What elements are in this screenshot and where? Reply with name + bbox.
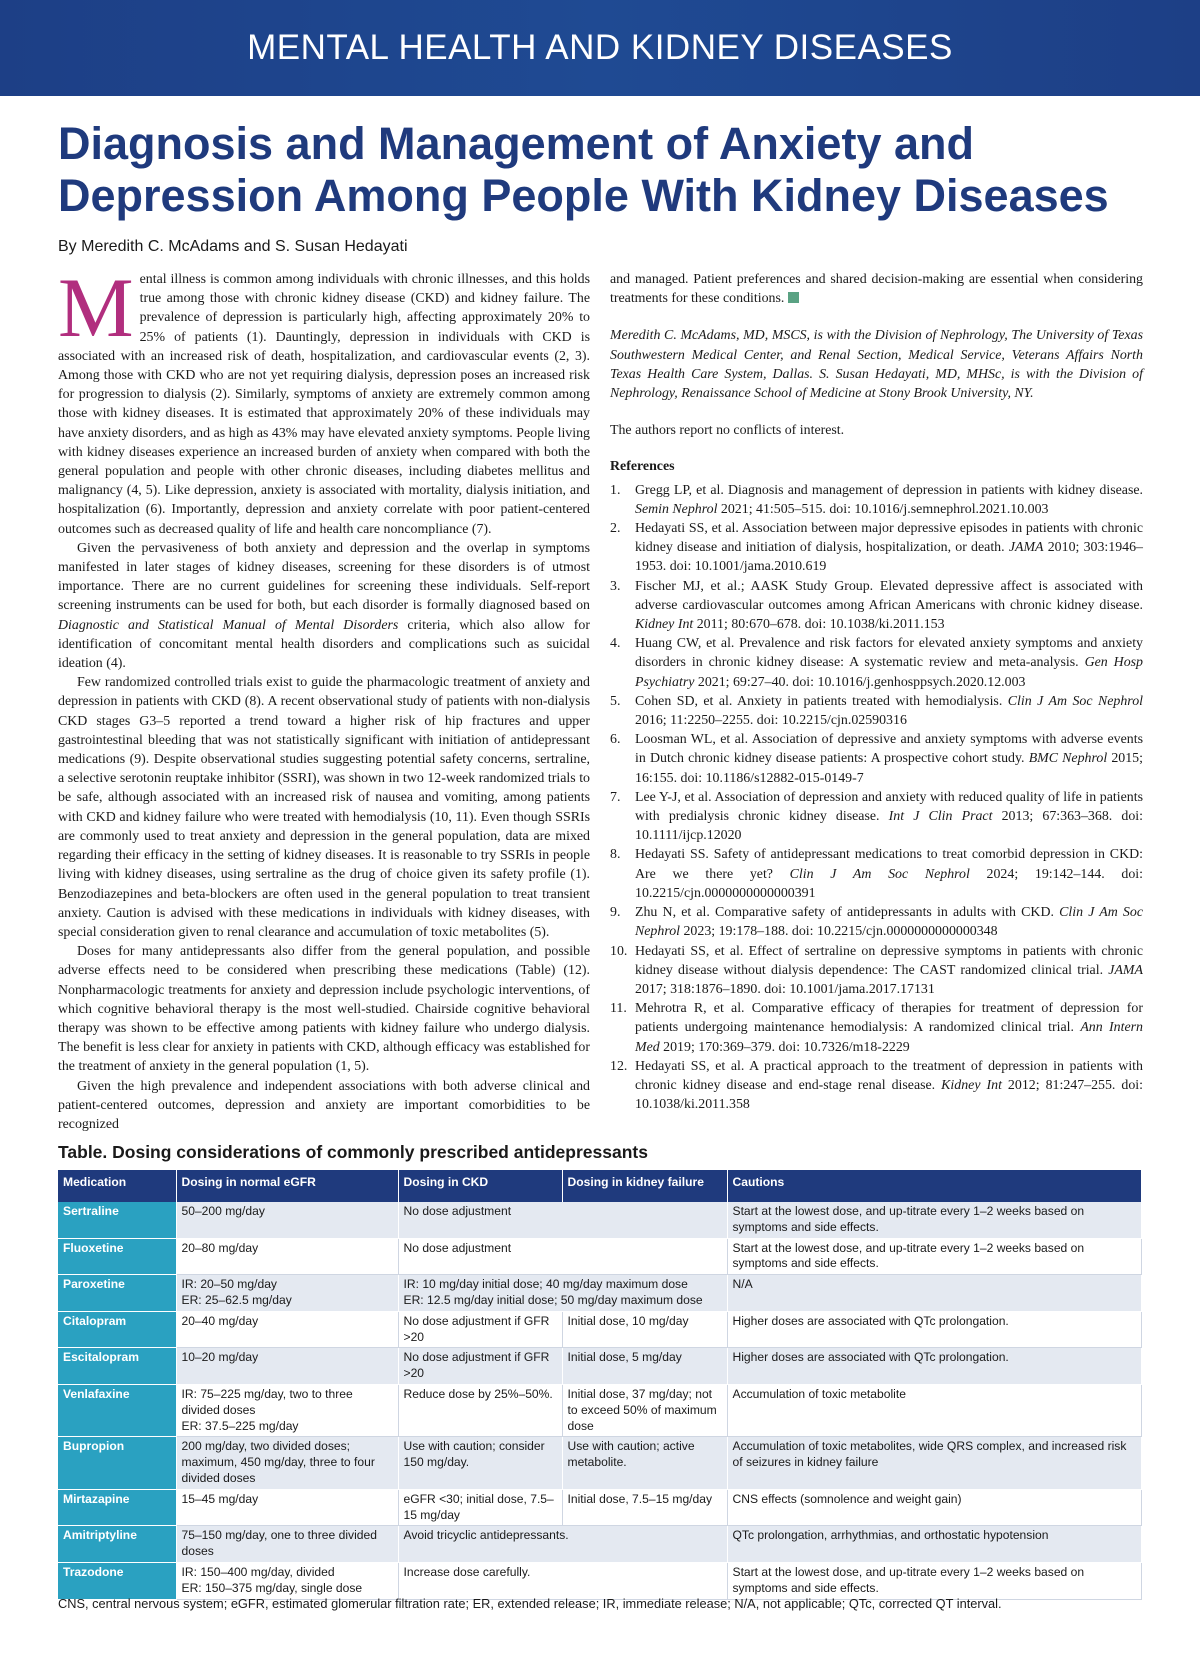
dosing-normal-egfr-cell-line: IR: 150–400 mg/day, divided [181, 1564, 335, 1579]
dosing-normal-egfr-cell-line: 20–80 mg/day [181, 1240, 259, 1255]
dosing-kidney-failure-cell [562, 1437, 727, 1489]
cautions-cell [727, 1348, 1141, 1385]
dsm-title: Diagnostic and Statistical Manual of Mental Disorders [58, 617, 399, 633]
paragraph-1-text: ental illness is common among individuals with chronic illnesses, and this holds true among those with chronic kidney disease (CKD) and kidney failure. The prevalence of depression is particularly high, affecting approximately 20% to 25% of patients (1). Dauntingly, depression in individuals with CKD is associated with an increased risk of death, hospitalization, and cardiovascular events (2, 3). Among those with CKD who are not yet requiring dialysis, depression poses an increased risk for progression to dialysis (2). Similarly, symptoms of anxiety are extremely common among those with kidney diseases. It is estimated that approximately 20% of these individuals may have anxiety disorders, and as high as 43% may have elevated anxiety symptoms. People living with kidney diseases experience an increased burden of anxiety when compared with both the general population and people with other chronic diseases, including diabetes mellitus and malignancy (4, 5). Like depression, anxiety is associated with mortality, dialysis initiation, and hospitalization (6). Importantly, depression and anxiety correlate with poor patient-centered outcomes such as decreased quality of life and health care noncompliance (7). [58, 272, 590, 537]
dosing-normal-egfr-cell [176, 1238, 398, 1275]
reference-number: 11. [610, 1001, 627, 1017]
reference-citation: Loosman WL, et al. Association of depressive and anxiety symptoms with adverse events in Dutch chronic kidney disease patients: A prospective cohort study. [635, 732, 1143, 767]
section-banner [0, 0, 1200, 96]
dosing-ckd-and-failure-cell [398, 1275, 727, 1312]
medication-name: Citalopram [58, 1311, 176, 1348]
header-ckd: Dosing in CKD [398, 1170, 562, 1202]
dosing-kidney-failure-cell-line: Initial dose, 7.5–15 mg/day [567, 1491, 713, 1506]
reference-number: 4. [610, 636, 621, 652]
dosing-normal-egfr-cell-line: IR: 75–225 mg/day, two to three divided doses [181, 1386, 353, 1417]
reference-details: 2024; 19:142–144. doi: 10.2215/cjn.0000000000000391 [635, 866, 1144, 901]
reference-citation: Hedayati SS. Safety of antidepressant medications to treat comorbid depression in CKD: Are we there yet? [635, 847, 1143, 882]
reference-number: 8. [610, 847, 621, 863]
reference-item [610, 788, 1143, 846]
medication-name: Trazodone [58, 1562, 176, 1599]
reference-details: 2021; 69:27–40. doi: 10.1016/j.genhosppsych.2020.12.003 [694, 674, 1026, 690]
dosing-normal-egfr-cell-line: ER: 25–62.5 mg/day [181, 1292, 292, 1307]
table-row [58, 1348, 1141, 1385]
reference-journal: Kidney Int [635, 617, 694, 633]
table-row [58, 1526, 1141, 1563]
reference-item [610, 730, 1143, 788]
reference-details: 2015; 16:155. doi: 10.1186/s12882-015-0149-7 [635, 751, 1143, 786]
table-row [58, 1238, 1141, 1275]
cautions-cell-line: Accumulation of toxic metabolite [732, 1386, 906, 1401]
reference-number: 12. [610, 1058, 628, 1074]
dosing-normal-egfr-cell [176, 1311, 398, 1348]
medication-name: Amitriptyline [58, 1526, 176, 1563]
reference-details: 2012; 81:247–255. doi: 10.1038/ki.2011.358 [635, 1077, 1144, 1113]
dosing-ckd-and-failure-cell-line: No dose adjustment [403, 1240, 512, 1255]
header-medication: Medication [58, 1170, 176, 1202]
table-title: Table. Dosing considerations of commonly prescribed antidepressants [58, 1142, 648, 1162]
cautions-cell-line: Start at the lowest dose, and up-titrate every 1–2 weeks based on symptoms and side effects. [732, 1240, 1085, 1271]
table-row [58, 1311, 1141, 1348]
medication-name: Paroxetine [58, 1275, 176, 1312]
reference-item [610, 634, 1143, 692]
dosing-ckd-cell-line: No dose adjustment if GFR >20 [403, 1350, 550, 1381]
reference-number: 5. [610, 693, 621, 709]
reference-text [635, 903, 1143, 941]
dosing-kidney-failure-cell-line: Initial dose, 10 mg/day [567, 1313, 689, 1328]
medication-name: Sertraline [58, 1202, 176, 1238]
end-of-article-mark [788, 292, 799, 303]
reference-details: 2017; 318:1876–1890. doi: 10.1001/jama.2017.17131 [635, 981, 935, 997]
table-row [58, 1562, 1141, 1599]
dosing-normal-egfr-cell [176, 1526, 398, 1563]
paragraph-1 [58, 261, 590, 539]
dosing-ckd-and-failure-cell-line: ER: 12.5 mg/day initial dose; 50 mg/day maximum dose [403, 1292, 703, 1307]
reference-citation: Hedayati SS, et al. Association between major depressive episodes in patients with chronic kidney disease and initiation of dialysis, hospitalization, or death. [635, 521, 1143, 556]
reference-journal: Ann Intern Med [635, 1020, 1144, 1055]
reference-citation: Hedayati SS, et al. Effect of sertraline on depressive symptoms in patients with chronic kidney disease without dialysis dependence: The CAST randomized clinical trial. [635, 943, 1143, 978]
reference-citation: Fischer MJ, et al.; AASK Study Group. Elevated depressive affect is associated with adverse cardiovascular outcomes among African Americans with chronic kidney disease. [635, 578, 1143, 613]
cautions-cell-line: N/A [732, 1277, 753, 1292]
dosing-ckd-cell [398, 1437, 562, 1489]
dosing-ckd-and-failure-cell-line: IR: 10 mg/day initial dose; 40 mg/day maximum dose [403, 1277, 688, 1292]
reference-details: 2016; 11:2250–2255. doi: 10.2215/cjn.02590316 [635, 713, 907, 729]
reference-text [635, 692, 1143, 730]
references-list [610, 481, 1143, 1115]
dosing-kidney-failure-cell [562, 1384, 727, 1436]
reference-item [610, 845, 1143, 903]
reference-citation: Gregg LP, et al. Diagnosis and management of depression in patients with kidney disease. [635, 482, 1143, 498]
reference-item [610, 692, 1143, 730]
reference-details: 2019; 170:369–379. doi: 10.7326/m18-2229 [659, 1039, 910, 1055]
dosing-kidney-failure-cell [562, 1348, 727, 1385]
byline: By Meredith C. McAdams and S. Susan Hedayati [58, 238, 408, 255]
dosing-kidney-failure-cell-line: Initial dose, 5 mg/day [567, 1350, 682, 1365]
table-row [58, 1275, 1141, 1312]
dosing-ckd-cell-line: Reduce dose by 25%–50%. [403, 1386, 553, 1401]
paragraph-2-text-a: Given the pervasiveness of both anxiety and depression and the overlap in symptoms manifested in later stages of kidney diseases, screening for these disorders is of utmost importance. There are no current guidelines for screening these individuals. Self-report screening instruments can be used for both, but each disorder is formally diagnosed based on [58, 540, 590, 614]
table-footnote: CNS, central nervous system; eGFR, estimated glomerular filtration rate; ER, extended release; IR, immediate release; N/A, not applicable; QTc, corrected QT interval. [58, 1596, 1002, 1611]
reference-number: 10. [610, 943, 628, 959]
reference-number: 7. [610, 789, 621, 805]
dosing-kidney-failure-cell-line: Initial dose, 37 mg/day; not to exceed 50% of maximum dose [567, 1386, 717, 1433]
dosing-ckd-and-failure-cell [398, 1562, 727, 1599]
paragraph-3: Few randomized controlled trials exist to guide the pharmacologic treatment of anxiety and depression in patients with CKD (8). A recent observational study of patients with non-dialysis CKD stages G3–5 reported a trend toward a higher risk of hip fractures and upper gastrointestinal bleeding that was not statistically significant with initiation of antidepressant medications (9). Despite observational studies suggesting potential safety concerns, sertraline, a selective serotonin reuptake inhibitor (SSRI), was shown in two 12-week randomized trials to be safe, although associated with an increased risk of nausea and vomiting, among patients with CKD and kidney failure who were treated with hemodialysis (10, 11). Even though SSRIs are commonly used to treat anxiety and depression in the general population, data are mixed regarding their efficacy in the setting of kidney diseases. It is reasonable to try SSRIs in people living with kidney diseases, using sertraline as the drug of choice given its safety profile (1). Benzodiazepines and beta-blockers are often used in the general population to treat transient anxiety. Caution is advised with these medications in individuals with kidney diseases, with special consideration given to renal clearance and accumulation of toxic metabolites (5). [58, 675, 590, 940]
dosing-ckd-cell [398, 1384, 562, 1436]
reference-journal: Clin J Am Soc Nephrol [635, 905, 1143, 940]
reference-item [610, 519, 1143, 577]
reference-details: 2013; 67:363–368. doi: 10.1111/ijcp.12020 [635, 809, 1143, 844]
table-row [58, 1384, 1141, 1436]
dosing-ckd-cell [398, 1489, 562, 1526]
cautions-cell [727, 1437, 1141, 1489]
article-column-right [610, 270, 1143, 1114]
paragraph-5-continued [610, 270, 1143, 308]
reference-citation: Zhu N, et al. Comparative safety of antidepressants in adults with CKD. [635, 905, 1060, 921]
reference-text [635, 634, 1143, 692]
reference-text [635, 577, 1143, 635]
cautions-cell-line: CNS effects (somnolence and weight gain) [732, 1491, 962, 1506]
reference-item [610, 903, 1143, 941]
dosing-ckd-cell-line: eGFR <30; initial dose, 7.5–15 mg/day [403, 1491, 554, 1522]
dosing-ckd-and-failure-cell [398, 1202, 727, 1238]
cautions-cell [727, 1202, 1141, 1238]
reference-journal: Clin J Am Soc Nephrol [789, 866, 970, 882]
table-header-row [58, 1170, 1141, 1202]
reference-details: 2023; 19:178–188. doi: 10.2215/cjn.0000000000000348 [680, 924, 998, 940]
cautions-cell-line: Accumulation of toxic metabolites, wide QRS complex, and increased risk of seizures in kidney failure [732, 1439, 1127, 1470]
dosing-ckd-and-failure-cell [398, 1238, 727, 1275]
reference-citation: Lee Y-J, et al. Association of depression and anxiety with reduced quality of life in patients with predialysis chronic kidney disease. [635, 789, 1143, 825]
dosing-normal-egfr-cell [176, 1437, 398, 1489]
reference-item [610, 1057, 1143, 1115]
reference-journal: JAMA [1108, 962, 1143, 978]
cautions-cell [727, 1238, 1141, 1275]
dosing-ckd-cell-line: Use with caution; consider 150 mg/day. [403, 1439, 545, 1470]
dosing-kidney-failure-cell [562, 1311, 727, 1348]
reference-citation: Hedayati SS, et al. A practical approach to the treatment of depression in patients with chronic kidney disease and end-stage renal disease. [635, 1058, 1143, 1093]
dosing-ckd-and-failure-cell-line: No dose adjustment [403, 1204, 512, 1218]
title-line-1: Diagnosis and Management of Anxiety and [58, 118, 974, 169]
reference-item [610, 942, 1143, 1000]
article-column-left [58, 261, 590, 1134]
reference-journal: JAMA [1008, 540, 1044, 556]
header-normal-egfr: Dosing in normal eGFR [176, 1170, 398, 1202]
reference-text [635, 481, 1143, 519]
reference-journal: Clin J Am Soc Nephrol [1007, 693, 1143, 709]
conflict-statement: The authors report no conflicts of interest. [610, 423, 845, 439]
dosing-normal-egfr-cell-line: 200 mg/day, two divided doses; maximum, 450 mg/day, three to four divided doses [181, 1439, 375, 1485]
table-row [58, 1202, 1141, 1238]
cautions-cell [727, 1489, 1141, 1526]
dosing-ckd-and-failure-cell-line: Increase dose carefully. [403, 1564, 531, 1579]
dosing-normal-egfr-cell-line: 75–150 mg/day, one to three divided doses [181, 1528, 377, 1559]
dosing-normal-egfr-cell [176, 1275, 398, 1312]
dosing-normal-egfr-cell-line: ER: 37.5–225 mg/day [181, 1418, 299, 1433]
author-affiliations: Meredith C. McAdams, MD, MSCS, is with the Division of Nephrology, The University of Texas Southwestern Medical Center, and Renal Section, Medical Service, Veterans Affairs North Texas Health Care System, Dallas. S. Susan Hedayati, MD, MHSc, is with the Division of Nephrology, Renaissance School of Medicine at Stony Brook University, NY. [610, 328, 1143, 402]
dosing-normal-egfr-cell-line: 10–20 mg/day [181, 1350, 259, 1365]
paragraph-2-text-b: criteria, which also allow for identification of concomitant mental health disorders and complications such as suicidal ideation (4). [58, 617, 590, 672]
reference-citation: Cohen SD, et al. Anxiety in patients treated with hemodialysis. [635, 693, 1008, 709]
reference-journal: Kidney Int [941, 1077, 1002, 1093]
dosing-normal-egfr-cell-line: 20–40 mg/day [181, 1313, 259, 1328]
dosing-normal-egfr-cell-line: 50–200 mg/day [181, 1204, 265, 1218]
article-title [58, 118, 1158, 222]
dosing-ckd-cell-line: No dose adjustment if GFR >20 [403, 1313, 550, 1344]
dosing-ckd-cell [398, 1348, 562, 1385]
dosing-normal-egfr-cell-line: 15–45 mg/day [181, 1491, 259, 1506]
references-heading: References [610, 459, 675, 475]
reference-journal: Semin Nephrol [635, 501, 718, 517]
paragraph-2 [58, 539, 590, 673]
reference-details: 2010; 303:1946–1953. doi: 10.1001/jama.2010.619 [635, 540, 1143, 575]
reference-text [635, 788, 1143, 846]
cautions-cell-line: Start at the lowest dose, and up-titrate every 1–2 weeks based on symptoms and side effects. [732, 1564, 1085, 1595]
reference-number: 2. [610, 521, 621, 537]
reference-text [635, 942, 1143, 1000]
cautions-cell-line: Higher doses are associated with QTc prolongation. [732, 1350, 1009, 1365]
header-cautions: Cautions [727, 1170, 1141, 1202]
section-title: MENTAL HEALTH AND KIDNEY DISEASES [247, 28, 953, 67]
reference-journal: Gen Hosp Psychiatry [635, 655, 1143, 690]
reference-journal: Int J Clin Pract [888, 809, 993, 825]
cautions-cell-line: QTc prolongation, arrhythmias, and orthostatic hypotension [732, 1528, 1049, 1543]
medication-name: Escitalopram [58, 1348, 176, 1385]
medication-name: Bupropion [58, 1437, 176, 1489]
reference-text [635, 519, 1143, 577]
reference-item [610, 577, 1143, 635]
dosing-normal-egfr-cell [176, 1489, 398, 1526]
dosing-kidney-failure-cell-line: Use with caution; active metabolite. [567, 1439, 695, 1470]
dosing-ckd-cell [398, 1311, 562, 1348]
paragraph-5: Given the high prevalence and independent associations with both adverse clinical and patient-centered outcomes, depression and anxiety are important comorbidities to be recognized [58, 1078, 590, 1132]
title-line-2: Depression Among People With Kidney Diseases [58, 170, 1109, 221]
dosing-kidney-failure-cell [562, 1489, 727, 1526]
cautions-cell-line: Start at the lowest dose, and up-titrate every 1–2 weeks based on symptoms and side effects. [732, 1204, 1085, 1234]
dosing-table [58, 1170, 1142, 1600]
reference-details: 2011; 80:670–678. doi: 10.1038/ki.2011.153 [693, 617, 945, 633]
reference-journal: BMC Nephrol [1028, 751, 1108, 767]
reference-text [635, 730, 1143, 788]
reference-text [635, 999, 1143, 1057]
dosing-normal-egfr-cell-line: IR: 20–50 mg/day [181, 1277, 277, 1292]
reference-number: 6. [610, 732, 621, 748]
dosing-normal-egfr-cell [176, 1384, 398, 1436]
reference-number: 3. [610, 578, 621, 594]
dosing-ckd-and-failure-cell [398, 1526, 727, 1563]
reference-citation: Huang CW, et al. Prevalence and risk factors for elevated anxiety symptoms and anxiety disorders in chronic kidney disease: A systematic review and meta-analysis. [635, 636, 1143, 671]
cautions-cell [727, 1275, 1141, 1312]
medication-name: Mirtazapine [58, 1489, 176, 1526]
reference-text [635, 1057, 1143, 1115]
reference-details: 2021; 41:505–515. doi: 10.1016/j.semnephrol.2021.10.003 [717, 501, 1049, 517]
cautions-cell [727, 1311, 1141, 1348]
header-kidney-failure: Dosing in kidney failure [562, 1170, 727, 1202]
table-row [58, 1437, 1141, 1489]
dosing-normal-egfr-cell [176, 1202, 398, 1238]
reference-text [635, 845, 1143, 903]
dosing-normal-egfr-cell [176, 1348, 398, 1385]
table-body [58, 1202, 1141, 1599]
cautions-cell [727, 1384, 1141, 1436]
reference-number: 1. [610, 482, 621, 498]
reference-item [610, 481, 1143, 519]
reference-citation: Mehrotra R, et al. Comparative efficacy of therapies for treatment of depression for patients undergoing maintenance hemodialysis: A randomized clinical trial. [635, 1001, 1143, 1036]
paragraph-4: Doses for many antidepressants also differ from the general population, and possible adverse effects need to be considered when prescribing these medications (Table) (12). Nonpharmacologic treatments for anxiety and depression include psychologic interventions, of which cognitive behavioral therapy is the most well-studied. Chairside cognitive behavioral therapy was shown to be effective among patients with kidney failure who undergo dialysis. The benefit is less clear for anxiety in patients with CKD, although efficacy was established for the treatment of anxiety in the general population (1, 5). [58, 944, 590, 1075]
medication-name: Venlafaxine [58, 1384, 176, 1436]
dosing-normal-egfr-cell-line: ER: 150–375 mg/day, single dose [181, 1580, 363, 1595]
reference-number: 9. [610, 905, 621, 921]
medication-name: Fluoxetine [58, 1238, 176, 1275]
paragraph-5-continued-text: and managed. Patient preferences and shared decision-making are essential when considering treatments for these conditions. [610, 272, 1143, 307]
dosing-ckd-and-failure-cell-line: Avoid tricyclic antidepressants. [403, 1528, 569, 1543]
reference-item [610, 999, 1143, 1057]
drop-cap: M [58, 261, 134, 355]
cautions-cell-line: Higher doses are associated with QTc prolongation. [732, 1313, 1009, 1328]
cautions-cell [727, 1526, 1141, 1563]
cautions-cell [727, 1562, 1141, 1599]
dosing-normal-egfr-cell [176, 1562, 398, 1599]
table-row [58, 1489, 1141, 1526]
